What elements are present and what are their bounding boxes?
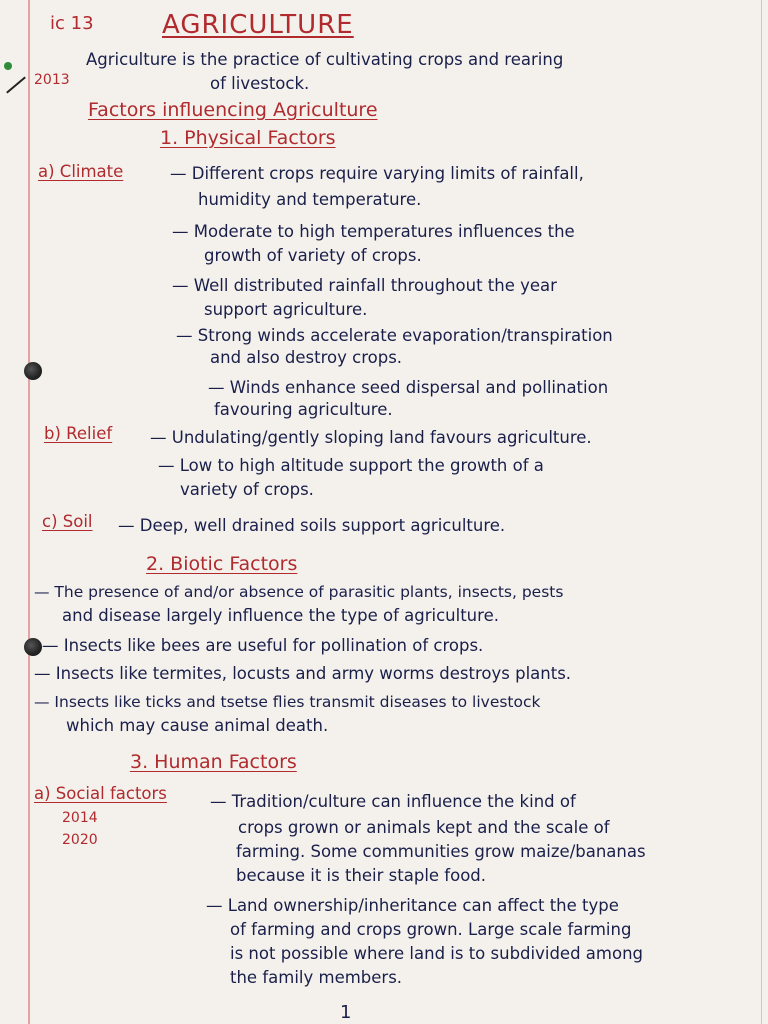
climate-label: a) Climate [38, 162, 124, 181]
soil-line: — Deep, well drained soils support agriculture. [118, 516, 506, 535]
climate-line: — Winds enhance seed dispersal and pollination [208, 378, 609, 397]
social-line: — Land ownership/inheritance can affect the type [206, 896, 619, 915]
biotic-line: — Insects like bees are useful for pollination of crops. [42, 636, 484, 655]
green-mark [4, 62, 12, 70]
soil-label: c) Soil [42, 512, 93, 531]
climate-line: support agriculture. [204, 300, 368, 319]
biotic-line: and disease largely influence the type of agriculture. [62, 606, 499, 625]
social-line: the family members. [230, 968, 403, 987]
relief-line: variety of crops. [180, 480, 314, 499]
definition-line: of livestock. [210, 74, 310, 93]
climate-line: — Moderate to high temperatures influences the [172, 222, 575, 241]
corner-label: ic 13 [50, 13, 94, 34]
social-line: crops grown or animals kept and the scale of [238, 818, 610, 837]
climate-line: and also destroy crops. [210, 348, 403, 367]
climate-line: humidity and temperature. [198, 190, 422, 209]
climate-line: — Well distributed rainfall throughout the year [172, 276, 557, 295]
biotic-line: which may cause animal death. [66, 716, 329, 735]
relief-line: — Undulating/gently sloping land favours agriculture. [150, 428, 592, 447]
punch-hole [24, 362, 42, 380]
social-line: because it is their staple food. [236, 866, 487, 885]
relief-label: b) Relief [44, 424, 113, 443]
climate-line: favouring agriculture. [214, 400, 393, 419]
margin-line [28, 0, 30, 1024]
social-line: — Tradition/culture can influence the kind of [210, 792, 576, 811]
pen-stroke [6, 77, 26, 94]
social-line: farming. Some communities grow maize/bananas [236, 842, 646, 861]
year-label: 2014 [62, 810, 98, 826]
climate-line: — Strong winds accelerate evaporation/transpiration [176, 326, 613, 345]
social-line: is not possible where land is to subdivided among [230, 944, 644, 963]
human-heading: 3. Human Factors [130, 751, 297, 773]
climate-line: growth of variety of crops. [204, 246, 422, 265]
social-label: a) Social factors [34, 784, 167, 803]
social-line: of farming and crops grown. Large scale farming [230, 920, 632, 939]
year-label: 2013 [34, 72, 70, 88]
year-label: 2020 [62, 832, 98, 848]
biotic-heading: 2. Biotic Factors [146, 553, 298, 575]
section-heading: Factors influencing Agriculture [88, 99, 378, 121]
biotic-line: — Insects like termites, locusts and army worms destroys plants. [34, 664, 572, 683]
punch-hole [24, 638, 42, 656]
physical-heading: 1. Physical Factors [160, 127, 336, 149]
relief-line: — Low to high altitude support the growth of a [158, 456, 544, 475]
biotic-line: — The presence of and/or absence of parasitic plants, insects, pests [34, 583, 564, 601]
page-title: AGRICULTURE [162, 10, 354, 40]
page-edge [761, 0, 762, 1024]
biotic-line: — Insects like ticks and tsetse flies transmit diseases to livestock [34, 693, 541, 711]
page-number: 1 [340, 1002, 352, 1023]
definition-line: Agriculture is the practice of cultivating crops and rearing [86, 50, 564, 69]
climate-line: — Different crops require varying limits of rainfall, [170, 164, 584, 183]
